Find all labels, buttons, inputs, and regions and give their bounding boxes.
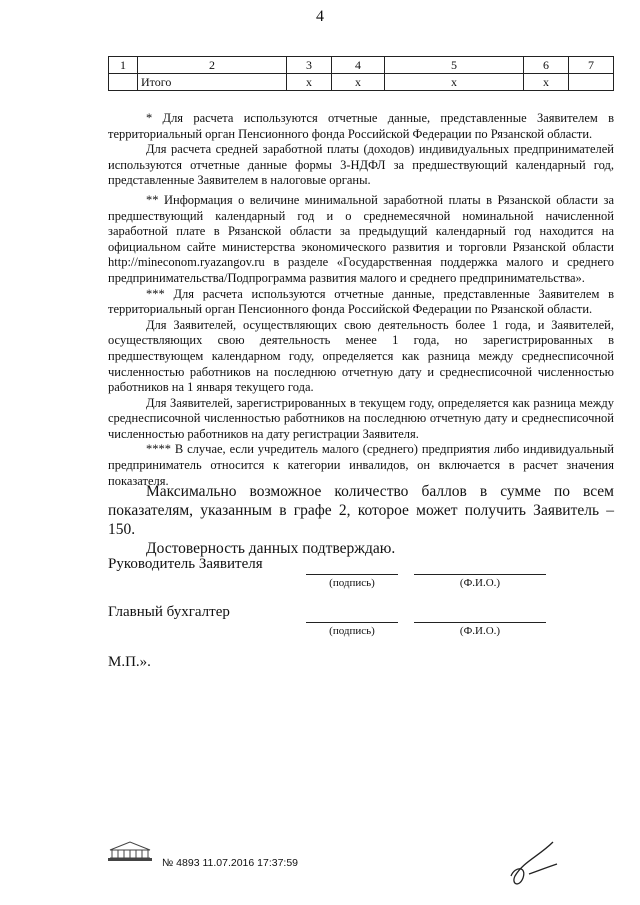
head-label: Руководитель Заявителя xyxy=(108,556,263,572)
building-stamp-icon xyxy=(106,838,154,862)
table-cell: 2 xyxy=(138,57,287,74)
name-line xyxy=(414,574,546,575)
footnote-paragraph: Для Заявителей, осуществляющих свою деятельность более 1 года, и Заявителей, осуществляющих свою деятельность менее 1 года, но зарегистрированных в предшествующем календарном году, определяется как разница между среднесписочной численностью работников на последнюю отчетную дату и среднесписочной численностью работников на 1 января текущего года. xyxy=(108,317,614,395)
table-cell: 7 xyxy=(569,57,614,74)
table-cell: 4 xyxy=(332,57,385,74)
table-cell: х xyxy=(385,74,524,91)
table-cell: х xyxy=(287,74,332,91)
footnote-paragraph: Для расчета средней заработной платы (доходов) индивидуальных предпринимателей используются отчетные данные формы 3-НДФЛ за предшествующий календарный год, представленные Заявителем в налоговые органы. xyxy=(108,142,614,188)
page-number: 4 xyxy=(316,8,324,25)
footnotes xyxy=(108,111,614,489)
table-cell: х xyxy=(524,74,569,91)
name-caption: (Ф.И.О.) xyxy=(459,625,501,637)
max-score-text: Максимально возможное количество баллов в сумме по всем показателям, указанным в графе 2, которое может получить Заявитель – 150. xyxy=(108,483,614,538)
table-cell xyxy=(109,74,138,91)
footnote-paragraph: * Для расчета используются отчетные данные, представленные Заявителем в территориальный орган Пенсионного фонда Российской Федерации по Рязанской области. xyxy=(108,111,614,141)
signature-caption: (подпись) xyxy=(329,577,375,589)
name-line xyxy=(414,622,546,623)
table-cell: 5 xyxy=(385,57,524,74)
table-cell: 6 xyxy=(524,57,569,74)
table-header-row xyxy=(109,57,614,74)
name-caption: (Ф.И.О.) xyxy=(459,577,501,589)
handwritten-signature-icon xyxy=(505,836,565,891)
footnote-paragraph: *** Для расчета используются отчетные данные, представленные Заявителем в территориальный орган Пенсионного фонда Российской Федерации по Рязанской области. xyxy=(108,286,614,317)
final-statement xyxy=(108,482,614,558)
footnote-paragraph: ** Информация о величине минимальной заработной платы в Рязанской области за предшествующий календарный год и о среднемесячной номинальной начисленной заработной плате в Рязанской области за предыдущий календарный год находится на официальном сайте министерства экономического развития и торговли Рязанской области http://mineconom.ryazangov.ru в разделе «Государственная поддержка малого и среднего предпринимательства/Подпрограмма развития малого и среднего предпринимательства». xyxy=(108,192,614,285)
table-cell: 3 xyxy=(287,57,332,74)
signature-caption: (подпись) xyxy=(329,625,375,637)
table-cell: х xyxy=(332,74,385,91)
indicators-table xyxy=(108,56,614,91)
signature-line xyxy=(306,574,398,575)
footnote-paragraph: Для Заявителей, зарегистрированных в текущем году, определяется как разница между среднесписочной численностью работников на последнюю отчетную дату и среднесписочной численностью работников на дату регистрации Заявителя. xyxy=(108,395,614,441)
table-cell: Итого xyxy=(138,74,287,91)
table-cell: 1 xyxy=(109,57,138,74)
seal-mark: М.П.». xyxy=(108,654,151,670)
confirmation-text: Достоверность данных подтверждаю. xyxy=(146,540,396,557)
table-total-row xyxy=(109,74,614,91)
footnote-paragraph: **** В случае, если учредитель малого (среднего) предприятия либо индивидуальный предприниматель относится к категории инвалидов, он включается в расчет значения показателя. xyxy=(108,442,614,488)
table-cell xyxy=(569,74,614,91)
registration-stamp: № 4893 11.07.2016 17:37:59 xyxy=(162,857,299,869)
signature-line xyxy=(306,622,398,623)
accountant-label: Главный бухгалтер xyxy=(108,604,230,620)
